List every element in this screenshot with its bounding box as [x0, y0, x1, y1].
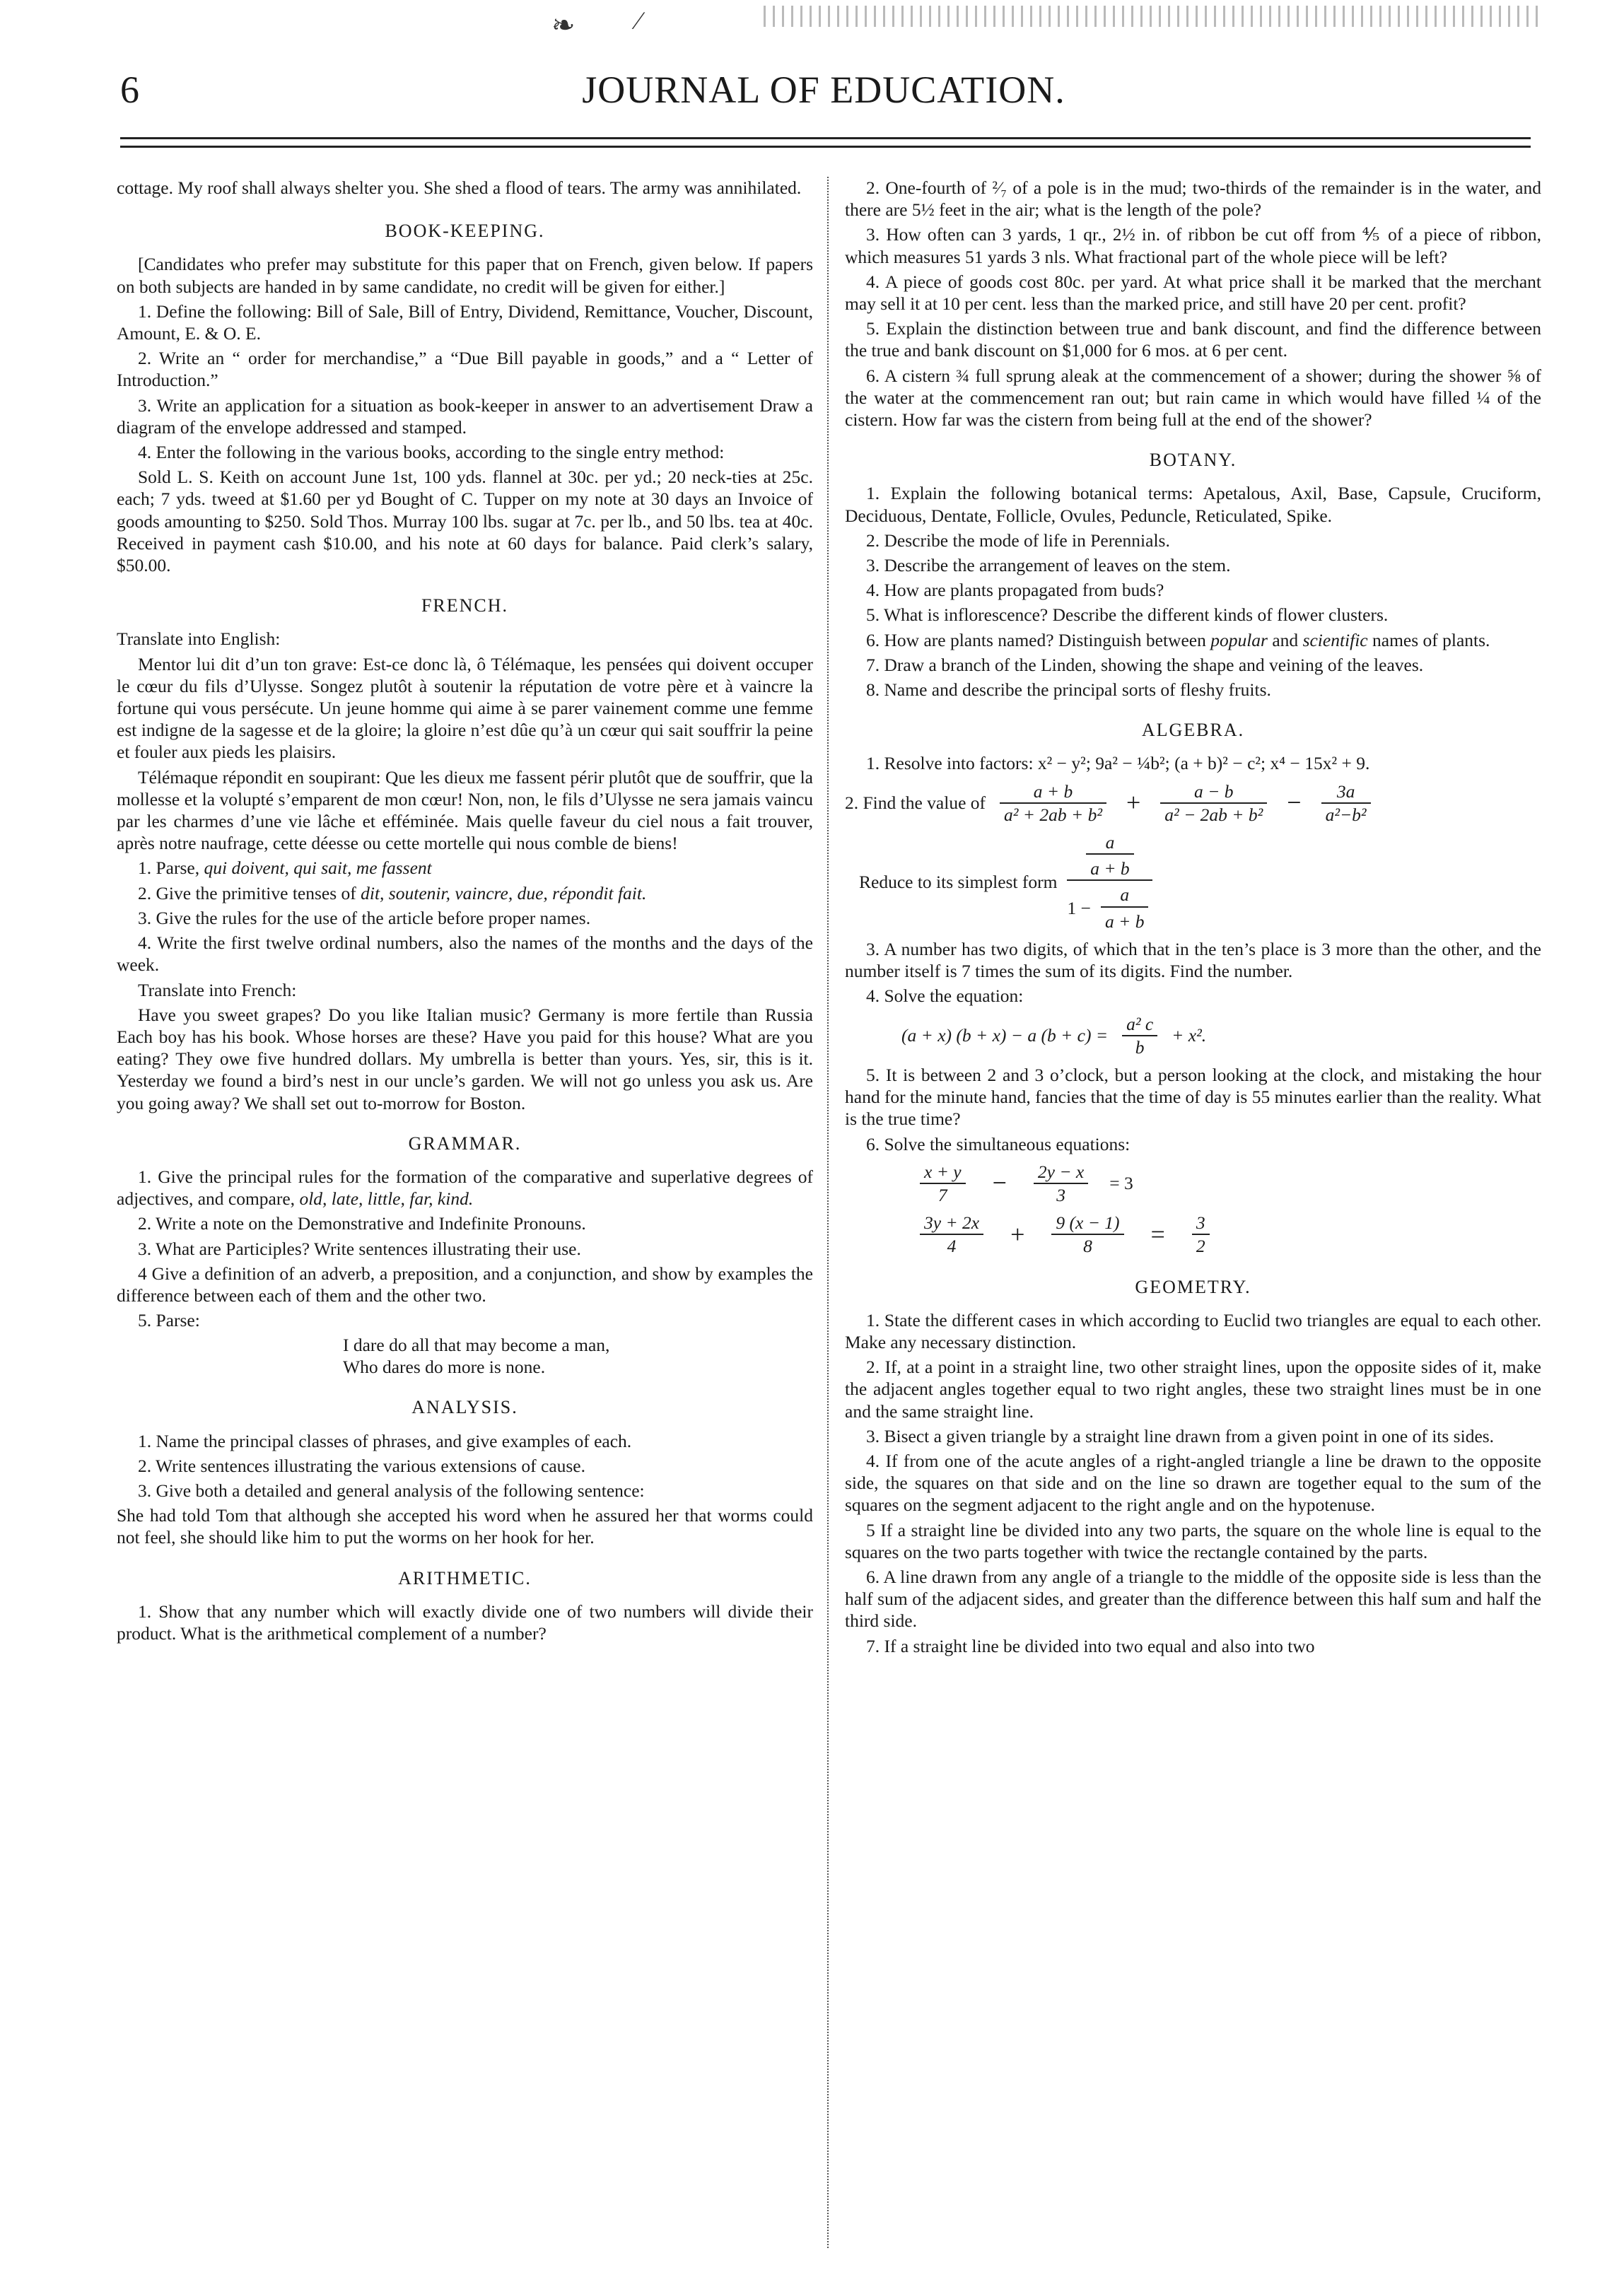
- question: 5. Explain the distinction between true and bank discount, and find the difference between the true and bank discount on $1,000 for 6 mos. at 6 per cent.: [845, 318, 1541, 361]
- question-text: Reduce to its simplest form: [859, 871, 1058, 892]
- page-header: [120, 68, 1527, 117]
- question: 4. Enter the following in the various books, according to the single entry method:: [138, 442, 725, 463]
- equation-row: [845, 1013, 1541, 1058]
- numerator: 3y + 2x: [920, 1212, 983, 1235]
- question: 4. Solve the equation:: [866, 985, 1024, 1007]
- denominator: 2: [1196, 1236, 1205, 1257]
- poem-line: Who dares do more is none.: [343, 1357, 546, 1378]
- fraction: [1000, 780, 1106, 826]
- denominator: 7: [937, 1184, 947, 1205]
- denominator: a + b: [1090, 858, 1130, 879]
- section-title-botany: BOTANY.: [1149, 450, 1237, 471]
- question: 3. Bisect a given triangle by a straight line drawn from a given point in one of its sides.: [866, 1425, 1495, 1446]
- equation-row: [845, 780, 1541, 826]
- question: 2. If, at a point in a straight line, two other straight lines, upon the opposite sides of it, make the adjacent angles together equal to two right angles, these two straight lines must be in one and the same straight line.: [845, 1357, 1541, 1422]
- question-text: 6. How are plants named? Distinguish between: [866, 629, 1211, 650]
- page-number: 6: [120, 69, 139, 111]
- paragraph: [Candidates who prefer may substitute for this paper that on French, given below. If papers on both subjects are handed in by same candidate, no credit will be given for either.]: [117, 254, 813, 297]
- paragraph: Sold L. S. Keith on account June 1st, 100 yds. flannel at 30c. per yd.; 20 neck-ties at 25c. each; 7 yds. tweed at $1.60 per yd Bought of C. Tupper on my note at 30 days an Invoice of goods amounting to $250. Sold Thos. Murray 100 lbs. sugar at 7c. per lb., and 50 lbs. tea at 40c. Received in payment cash $10.00, and his note at 60 days for balance. Paid clerk’s salary, $50.00.: [117, 467, 813, 576]
- section-title-analysis: ANALYSIS.: [411, 1397, 518, 1418]
- section-title-french: FRENCH.: [421, 595, 509, 616]
- right-column: [845, 177, 1541, 1660]
- fraction: [1101, 884, 1148, 932]
- denominator: 3: [1056, 1184, 1065, 1205]
- question: 5. What is inflorescence? Describe the different kinds of flower clusters.: [866, 604, 1389, 626]
- question: 2. Write sentences illustrating the various extensions of cause.: [138, 1455, 586, 1476]
- numerator: a² c: [1122, 1013, 1157, 1036]
- question: 3. What are Participles? Write sentences illustrating their use.: [138, 1238, 581, 1259]
- poem-line: I dare do all that may become a man,: [343, 1335, 610, 1356]
- operator: +: [1010, 1219, 1025, 1248]
- instruction: Translate into French:: [138, 979, 297, 1000]
- print-artifact: [764, 6, 1541, 27]
- fraction: [920, 1161, 966, 1206]
- question: 6. Solve the simultaneous equations:: [866, 1133, 1131, 1154]
- numerator: 2y − x: [1034, 1161, 1088, 1184]
- question: 2. Write a note on the Demonstrative and Indefinite Pronouns.: [138, 1213, 586, 1234]
- denominator: a² − 2ab + b²: [1164, 804, 1263, 825]
- paragraph: Have you sweet grapes? Do you like Italian music? Germany is more fertile than Russia Each boy has his book. Whose horses are these? Have you paid for this house? What are you eating? They owe five hundred dollars. My umbrella is better than yours. Yes, sir, this is it. Yesterday we found a bird’s nest in our uncle’s garden. We will not go unless you ask us. Are you going away? We shall set out to-morrow for Boston.: [117, 1004, 813, 1113]
- question: 4. If from one of the acute angles of a right-angled triangle a line be drawn to the opposite side, the squares on that side and on the line so drawn are together equal to the sum of the squares on the segment adjacent to the right angle and on the hypotenuse.: [845, 1450, 1541, 1516]
- question-text: scientific: [1302, 629, 1368, 650]
- section-title-bookkeeping: BOOK-KEEPING.: [385, 221, 545, 242]
- question-text: qui doivent, qui sait, me fassent: [204, 858, 432, 879]
- term: + x².: [1172, 1025, 1207, 1046]
- equation-row: [916, 1161, 1541, 1206]
- question-text: 1. Give the principal rules for the formation of the comparative and superlative degrees of adjectives, and compare,: [117, 1166, 813, 1210]
- question: 1. Show that any number which will exactly divide one of two numbers will divide their product. What is the arithmetical complement of a number?: [117, 1601, 813, 1644]
- paragraph: Mentor lui dit d’un ton grave: Est-ce donc là, ô Télémaque, les pensées qui doivent occuper le cœur du fils d’Ulysse. Songez plutôt à soutenir la réputation de votre père et à vaincre la fortune qui vous persécute. Un jeune homme qui aime à se parer vainement comme une femme est indigne de la sagesse et de la gloire; la gloire n’est dûe qu’à un cœur qui sait souffrir la peine et fouler aux pieds les plaisirs.: [117, 653, 813, 763]
- numerator: x + y: [920, 1161, 966, 1184]
- numerator: a: [1101, 884, 1148, 907]
- question: [117, 1166, 813, 1210]
- denominator: a + b: [1104, 911, 1145, 932]
- fraction: [920, 1212, 983, 1257]
- section-title-grammar: GRAMMAR.: [408, 1133, 522, 1154]
- question-text: 2. Find the value of: [845, 792, 986, 814]
- poem: [117, 1334, 813, 1378]
- question-text: popular: [1210, 629, 1268, 650]
- question: 3. Write an application for a situation as book-keeper in answer to an advertisement Draw a diagram of the envelope addressed and stamped.: [117, 394, 813, 438]
- fraction: [1086, 831, 1133, 879]
- term: = 3: [1109, 1173, 1133, 1194]
- question: 8. Name and describe the principal sorts of fleshy fruits.: [866, 679, 1271, 701]
- question: 7. Draw a branch of the Linden, showing the shape and veining of the leaves.: [866, 654, 1424, 675]
- question: 2. Write an “ order for merchandise,” a “Due Bill payable in goods,” and a “ Letter of Introduction.”: [117, 348, 813, 391]
- complex-fraction: [1067, 831, 1152, 932]
- question: 4. Write the first twelve ordinal numbers, also the names of the months and the days of the week.: [117, 932, 813, 976]
- denominator: 4: [947, 1236, 957, 1257]
- question: [117, 882, 813, 904]
- equation-row: [916, 1212, 1541, 1257]
- operator: −: [992, 1169, 1007, 1198]
- section-title-algebra: ALGEBRA.: [1141, 720, 1245, 741]
- question-text: dit, soutenir, vaincre, due, répondit fait.: [361, 882, 647, 903]
- question-text: 2. Give the primitive tenses of: [138, 882, 361, 903]
- question: [845, 629, 1541, 651]
- print-mark: ❧: [551, 9, 576, 41]
- operator: −: [1287, 788, 1302, 817]
- question-text: old, late, little, far, kind.: [299, 1188, 474, 1210]
- column-divider: [827, 177, 829, 2248]
- question: [117, 857, 813, 879]
- section-title-geometry: GEOMETRY.: [1135, 1276, 1251, 1297]
- numerator: 9 (x − 1): [1051, 1212, 1123, 1235]
- question: 6. A line drawn from any angle of a triangle to the middle of the opposite side is less than the half sum of the adjacent sides, and greater than the difference between this half sum and half the third side.: [845, 1566, 1541, 1632]
- quoted-sentence: She had told Tom that although she accepted his word when he assured her that worms could not feel, she should like him to put the worms on her hook for her.: [117, 1505, 813, 1548]
- question: 3. Give both a detailed and general analysis of the following sentence:: [138, 1480, 645, 1501]
- instruction: Translate into English:: [117, 628, 281, 650]
- header-rule: [120, 146, 1531, 148]
- section-title-arithmetic: ARITHMETIC.: [398, 1567, 532, 1588]
- fraction: [1160, 780, 1267, 826]
- question-text: names of plants.: [1367, 629, 1490, 650]
- question: 5. Parse:: [138, 1310, 200, 1331]
- question: 4. How are plants propagated from buds?: [866, 580, 1164, 601]
- numerator: [1067, 831, 1152, 881]
- fraction: [1034, 1161, 1088, 1206]
- question: 7. If a straight line be divided into two equal and also into two: [866, 1635, 1315, 1656]
- question: 4. A piece of goods cost 80c. per yard. At what price shall it be marked that the merchant may sell it at 10 per cent. less than the marked price, and still have 20 per cent. profit?: [845, 271, 1541, 315]
- operator: =: [1150, 1219, 1165, 1248]
- journal-title: JOURNAL OF EDUCATION.: [582, 69, 1065, 111]
- question: 3. Give the rules for the use of the article before proper names.: [138, 907, 591, 928]
- denominator: 8: [1083, 1236, 1092, 1257]
- question: 1. State the different cases in which according to Euclid two triangles are equal to each other. Make any necessary distinction.: [845, 1309, 1541, 1352]
- question: 3. A number has two digits, of which that in the ten’s place is 3 more than the other, and the number itself is 7 times the sum of its digits. Find the number.: [845, 938, 1541, 982]
- denominator: [1067, 881, 1152, 932]
- question: 5. It is between 2 and 3 o’clock, but a person looking at the clock, and mistaking the hour hand for the minute hand, fancies that the time of day is 55 minutes earlier than the reality. What is the true time?: [845, 1064, 1541, 1130]
- fraction: [1192, 1212, 1210, 1257]
- denominator: b: [1135, 1036, 1145, 1058]
- question: 2. One-fourth of ²⁄₇ of a pole is in the mud; two-thirds of the remainder is in the water, and there are 5½ feet in the air; what is the length of the pole?: [845, 177, 1541, 221]
- denominator: a² + 2ab + b²: [1004, 804, 1102, 825]
- numerator: a + b: [1000, 780, 1106, 804]
- question-text: and: [1267, 629, 1303, 650]
- question: 4 Give a definition of an adverb, a preposition, and a conjunction, and show by examples the difference between each of them and the other two.: [117, 1263, 813, 1306]
- question: 6. A cistern ¾ full sprung aleak at the commencement of a shower; during the shower ⅝ of the water at the commencement ran out; but rain came in which would have filled ¼ of the cistern. How far was the cistern from being full at the end of the shower?: [845, 365, 1541, 431]
- question: 1. Explain the following botanical terms: Apetalous, Axil, Base, Capsule, Cruciform, Deciduous, Dentate, Follicle, Ovules, Peduncle, Reticulated, Spike.: [845, 483, 1541, 526]
- question: 1. Resolve into factors: x² − y²; 9a² − ¼b²; (a + b)² − c²; x⁴ − 15x² + 9.: [866, 753, 1370, 774]
- numerator: 3: [1192, 1212, 1210, 1235]
- print-mark: ∕: [636, 6, 641, 35]
- paragraph: cottage. My roof shall always shelter you. She shed a flood of tears. The army was annihilated.: [117, 177, 802, 198]
- question: 3. Describe the arrangement of leaves on the stem.: [866, 555, 1231, 576]
- question-text: 1. Parse,: [138, 858, 204, 879]
- fraction: [1051, 1212, 1123, 1257]
- term: (a + x) (b + x) − a (b + c) =: [901, 1025, 1109, 1046]
- fraction: [1321, 780, 1371, 826]
- question: 1. Define the following: Bill of Sale, Bill of Entry, Dividend, Remittance, Voucher, Discount, Amount, E. & O. E.: [117, 300, 813, 344]
- question: 5 If a straight line be divided into any two parts, the square on the whole line is equal to the squares on the two parts together with twice the rectangle contained by the parts.: [845, 1519, 1541, 1562]
- paragraph: Télémaque répondit en soupirant: Que les dieux me fassent périr plutôt que de souffrir, que la mollesse et la volupté s’emparent de mon cœur! Non, non, le fils d’Ulysse ne sera jamais vaincu par les charmes d’une vie lâche et efféminée. Mais quelle faveur du ciel nous a fait trouver, après notre naufrage, cette déesse ou cette mortelle qui nous comble de biens!: [117, 766, 813, 854]
- left-column: [117, 177, 813, 1647]
- header-rule: [120, 137, 1531, 139]
- numerator: a − b: [1160, 780, 1267, 804]
- question: 3. How often can 3 yards, 1 qr., 2½ in. of ribbon be cut off from ⅘ of a piece of ribbon, which measures 51 yards 3 nls. What fractional part of the whole piece will be left?: [845, 224, 1541, 267]
- equation-row: [845, 831, 1541, 932]
- numerator: 3a: [1321, 780, 1371, 804]
- numerator: a: [1086, 831, 1133, 855]
- question: 1. Name the principal classes of phrases, and give examples of each.: [138, 1430, 632, 1451]
- equation-system: [845, 1161, 1541, 1258]
- question: 2. Describe the mode of life in Perennials.: [866, 529, 1170, 551]
- fraction: [1122, 1013, 1157, 1058]
- operator: +: [1126, 788, 1141, 817]
- term: 1 −: [1067, 898, 1091, 919]
- denominator: a²−b²: [1325, 804, 1367, 825]
